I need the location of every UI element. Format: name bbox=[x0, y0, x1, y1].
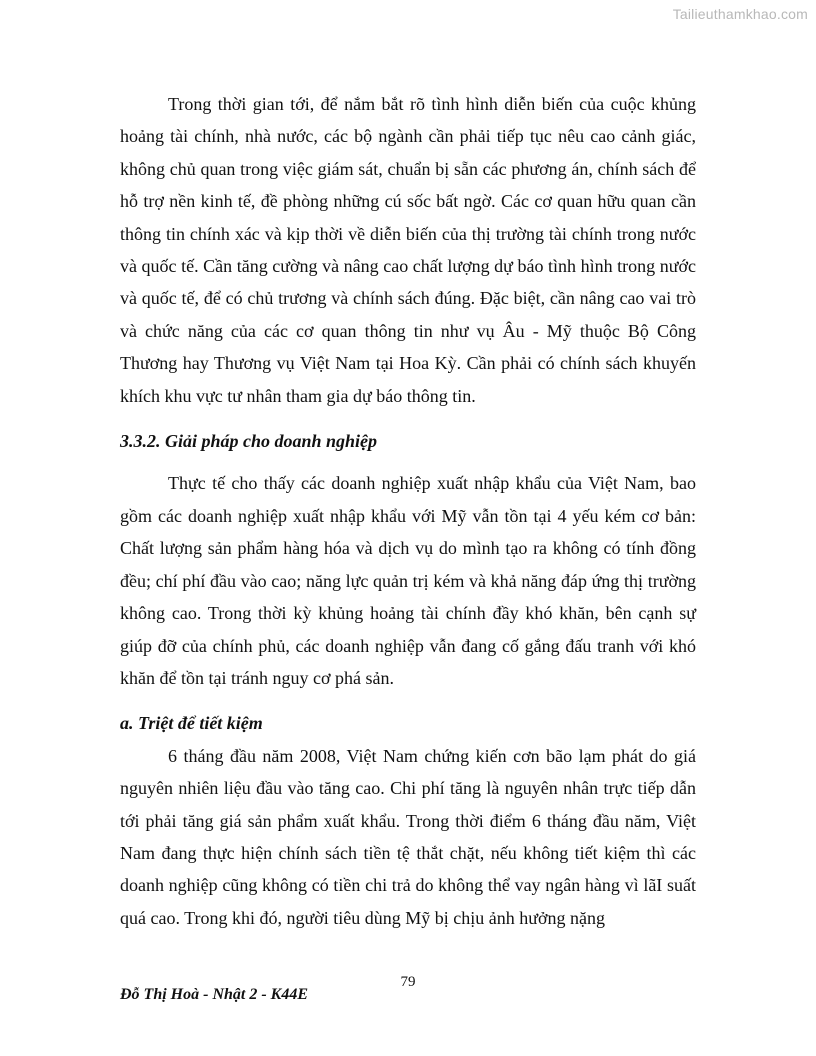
watermark-text: Tailieuthamkhao.com bbox=[672, 6, 808, 22]
subsection-heading-a: a. Triệt để tiết kiệm bbox=[120, 713, 263, 734]
section-heading-3-3-2: 3.3.2. Giải pháp cho doanh nghiệp bbox=[120, 431, 378, 452]
page-number: 79 bbox=[400, 974, 416, 990]
paragraph-inflation-savings: 6 tháng đầu năm 2008, Việt Nam chứng kiến cơn bão lạm phát do giá nguyên nhiên liệu đầu vào tăng cao. Chi phí tăng là nguyên nhân trực tiếp dẫn tới phải tăng giá sản phẩm xuất khẩu. Trong thời điểm 6 tháng đầu năm, Việt Nam đang thực hiện chính sách tiền tệ thắt chặt, nếu không tiết kiệm thì các doanh nghiệp cũng không có tiền chi trả do không thể vay ngân hàng vì lãI suất quá cao. Trong khi đó, người tiêu dùng Mỹ bị chịu ảnh hưởng nặng bbox=[120, 745, 696, 928]
paragraph-government-monitoring: Trong thời gian tới, để nắm bắt rõ tình hình diễn biến của cuộc khủng hoảng tài chính, nhà nước, các bộ ngành cần phải tiếp tục nêu cao cảnh giác, không chủ quan trong việc giám sát, chuẩn bị sẵn các phương án, chính sách để hỗ trợ nền kinh tế, đề phòng những cú sốc bất ngờ. Các cơ quan hữu quan cần thông tin chính xác và kịp thời về diễn biến của thị trường tài chính trong nước và quốc tế. Cần tăng cường và nâng cao chất lượng dự báo tình hình trong nước và quốc tế, để có chủ trương và chính sách đúng. Đặc biệt, cần nâng cao vai trò và chức năng của các cơ quan thông tin như vụ Âu - Mỹ thuộc Bộ Công Thương hay Thương vụ Việt Nam tại Hoa Kỳ. Cần phải có chính sách khuyến khích khu vực tư nhân tham gia dự báo thông tin. bbox=[120, 94, 696, 406]
paragraph-enterprise-weaknesses: Thực tế cho thấy các doanh nghiệp xuất nhập khẩu của Việt Nam, bao gồm các doanh nghiệp xuất nhập khẩu với Mỹ vẫn tồn tại 4 yếu kém cơ bản: Chất lượng sản phẩm hàng hóa và dịch vụ do mình tạo ra không có tính đồng đều; chí phí đầu vào cao; năng lực quản trị kém và khả năng đáp ứng thị trường không cao. Trong thời kỳ khủng hoảng tài chính đầy khó khăn, bên cạnh sự giúp đỡ của chính phủ, các doanh nghiệp vẫn đang cố gắng đấu tranh với khó khăn để tồn tại tránh nguy cơ phá sản. bbox=[120, 473, 696, 688]
document-body bbox=[120, 88, 696, 934]
footer-author: Đỗ Thị Hoà - Nhật 2 - K44E bbox=[120, 986, 309, 1003]
